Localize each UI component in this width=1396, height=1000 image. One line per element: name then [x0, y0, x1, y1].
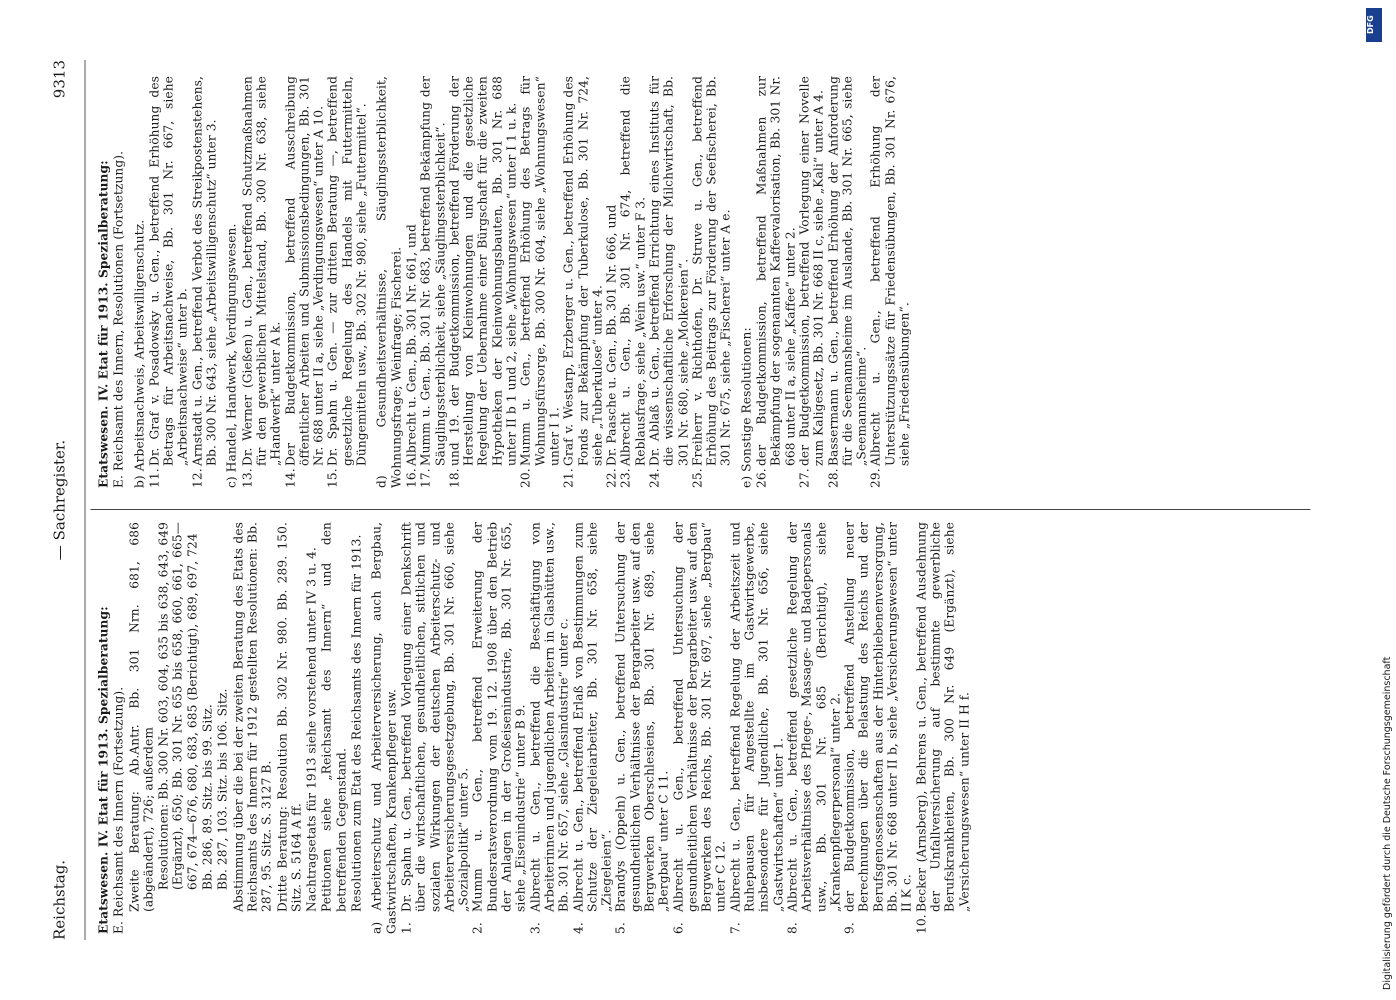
register-line: E. Reichsamt des Innern, Resolutionen (Fortsetzung).: [111, 150, 126, 488]
entry-number: 18.: [446, 468, 461, 488]
entry-text: Albrecht u. Gen., Bb. 301 Nr. 674, betreffend die Reblausfrage, siehe „Wein usw.“ unter F 3.: [618, 76, 647, 466]
subsection-heading: b) Arbeitsnachweis, Arbeitswilligenschutz.: [131, 219, 146, 488]
subsection-heading: e) Sonstige Resolutionen:: [738, 327, 753, 488]
entry-number: 13.: [239, 468, 254, 488]
register-line: Zweite Beratung: Ab.Antr. Bb. 301 Nrn. 681, 686 (abgeändert), 726; außerdem: [126, 522, 155, 912]
entry-text: Graf v. Westarp, Erzberger u. Gen., betreffend Erhöhung des Fonds zur Bekämpfung der Tuberkulose, Bb. 301 Nr. 724, siehe „Tuberkulose“ unter 4.: [561, 76, 604, 466]
entry-text: Mumm u. Gen., betreffend Erweiterung der Bundesratsverordnung vom 19. 12. 1908 über den Betrieb der Anlagen in der Großeisenindustrie, Bb. 301 Nr. 655, siehe „Eisenindustrie“ unter B 9.: [470, 522, 528, 912]
entry-number: 1.: [398, 922, 413, 934]
entry-text: Bassermann u. Gen., betreffend Erhöhung der Anforderung für die Seemannsheime im Auslande, Bb. 301 Nr. 665, siehe „Seemannsheime“.: [825, 76, 869, 466]
entry-item: [147, 76, 190, 488]
register-line: Resolutionen zum Etat des Reichsamts des Innern für 1913.: [349, 534, 364, 912]
header-rule: [84, 60, 85, 940]
section-heading: Etatswesen. IV. Etat für 1913. Spezialberatung:: [96, 606, 110, 934]
entry-item: [914, 522, 971, 934]
entry-number: 14.: [282, 468, 297, 488]
entry-text: der Budgetkommission, betreffend Vorlegung einer Novelle zum Kaligesetz, Bb. 301 Nr. 668 II c, siehe „Kali“ unter A 4.: [796, 76, 826, 466]
entry-item: [240, 76, 283, 488]
entry-text: der Budgetkommission, betreffend Maßnahmen zur Bekämpfung der sogenannten Kaffeevalorisation, Bb. 301 Nr. 668 unter II a, siehe „Kaffee“ unter 2.: [754, 76, 797, 466]
entry-text: der Budgetkommission, betreffend Anstellung neuer Berechnungen über die Belastung des Reichs und der Berufsgenossenschaften aus der Hinterbliebenenversorgung, Bb. 301 Nr. 668 unter II b, siehe „Versicherungswesen“ unter II K c.: [842, 522, 914, 912]
entry-number: 7.: [727, 922, 742, 934]
header-center: — Sachregister.: [50, 439, 68, 561]
register-line: Nachtragsetats für 1913 siehe vorstehend unter IV 3 u. 4.: [304, 547, 319, 912]
dfg-logo: DFG: [1366, 8, 1382, 42]
left-column: [96, 522, 1306, 934]
entry-text: Dr. Graf v. Posadowsky u. Gen., betreffend Erhöhung des Betrags für Arbeitsnachweise, Bb. 301 Nr. 667, siehe „Arbeitsnachweise“ unter b.: [146, 76, 190, 466]
entry-item: [785, 522, 842, 934]
entry-number: 23.: [618, 468, 633, 488]
entry-number: 9.: [842, 922, 857, 934]
entry-number: 17.: [418, 468, 433, 488]
entry-text: Der Budgetkommission, betreffend Ausschreibung öffentlicher Arbeiten und Submissionsbedingungen, Bb. 301 Nr. 688 unter II a, siehe „Verdingungswesen“ unter A 10.: [282, 76, 326, 466]
entry-number: 15.: [325, 468, 340, 488]
entry-item: [647, 76, 690, 488]
register-line: Resolutionen: Bb. 300 Nr. 603, 604, 635 bis 638, 643, 649 (Ergänzt), 650; Bb. 301 Nr. 655 bis 658, 660, 661, 665—667, 674—676, 680, 683, 685 (Berichtigt), 689, 697, 724: [156, 522, 199, 890]
entry-text: Albrecht u. Gen., betreffend die Beschäftigung von Arbeiterinnen und jugendlichen Arbeitern in Glashütten usw., Bb. 301 Nr. 657, siehe „Glasindustrie“ unter c.: [527, 522, 571, 912]
entry-number: 2.: [470, 922, 485, 934]
entry-number: 5.: [613, 922, 628, 934]
entry-text: Albrecht u. Gen., betreffend gesetzliche Regelung der Arbeitsverhältnisse des Pflege-, Massage- und Badepersonals usw., Bb. 301 Nr. 685 (Berichtigt), siehe „Krankenpflegerpersonal“ unter 2.: [784, 522, 842, 912]
entry-item: [283, 76, 326, 488]
entry-text: Mumm u. Gen., betreffend Erhöhung des Betrags für Wohnungsfürsorge, Bb. 300 Nr. 604, siehe „Wohnungswesen“ unter I 1.: [518, 76, 561, 466]
entry-item: [618, 76, 647, 488]
register-line: Abstimmung über die bei der zweiten Beratung des Etats des Reichsamts des Innern für 1912 gestellten Resolutionen: Bb. 287, 95. Sitz. S. 3127 B.: [230, 522, 274, 912]
entry-number: 20.: [518, 468, 533, 488]
section-heading: Etatswesen. IV. Etat für 1913. Spezialberatung:: [96, 160, 110, 488]
entry-item: [754, 76, 797, 488]
entry-item: [571, 522, 614, 934]
entry-text: Mumm u. Gen., Bb. 301 Nr. 683, betreffend Bekämpfung der Säuglingssterblichkeit, siehe „Säuglingssterblichkeit“.: [418, 76, 447, 466]
entry-number: 4.: [570, 922, 585, 934]
register-line: Bb. 287, 103. Sitz. bis 106. Sitz.: [215, 688, 230, 890]
page-header: [50, 60, 80, 940]
entry-item: [826, 76, 869, 488]
entry-item: [613, 522, 670, 934]
entry-text: Becker (Arnsberg), Behrens u. Gen., betreffend Ausdehnung der Unfallversicherung auf bestimmte gewerbliche Berufskrankheiten, Bb. 300 Nr. 649 (Ergänzt), siehe „Versicherungswesen“ unter II H f.: [913, 522, 971, 912]
entry-number: 3.: [527, 922, 542, 934]
entry-item: [671, 522, 728, 934]
entry-text: Albrecht u. Gen., betreffend Erlaß von Bestimmungen zum Schutze der Ziegeleiarbeiter, Bb. 301 Nr. 658, siehe „Ziegeleien“.: [570, 522, 614, 912]
entry-number: 6.: [670, 922, 685, 934]
entry-text: Albrecht u. Gen., Bb. 301 Nr. 661, und: [403, 224, 418, 466]
entry-number: 24.: [646, 468, 661, 488]
entry-item: [561, 76, 604, 488]
entry-number: 25.: [689, 468, 704, 488]
entry-number: 10.: [913, 914, 928, 934]
entry-item: [470, 522, 527, 934]
entry-number: 21.: [561, 468, 576, 488]
entry-item: [528, 522, 571, 934]
entry-text: Freiherr v. Richthofen, Dr. Struve u. Gen., betreffend Erhöhung des Beitrags zur Förderung der Seefischerei, Bb. 301 Nr. 675, siehe „Fischerei“ unter A e.: [689, 76, 733, 466]
entry-number: 28.: [825, 468, 840, 488]
entry-number: 12.: [189, 468, 204, 488]
entry-item: [690, 76, 733, 488]
entry-number: 8.: [784, 922, 799, 934]
entry-text: und 19. der Budgetkommission, betreffend Förderung der Herstellung von Kleinwohnungen und die gesetzliche Regelung der Uebernahme einer Bürgschaft für die zweiten Hypotheken der Kleinwohnungsbauten, Bb. 301 Nr. 688 unter II b 1 und 2, siehe „Wohnungswesen“ unter I 1 u. k.: [446, 76, 519, 466]
entry-item: [797, 76, 826, 488]
entry-text: Dr. Spahn u. Gen. — zur dritten Beratung —, betreffend gesetzliche Regelung des Handels mit Futtermitteln, Düngemitteln usw., Bb. 302 Nr. 980, siehe „Futtermittel“.: [325, 76, 369, 466]
subsection-heading: a) Arbeiterschutz und Arbeiterversicherung, auch Bergbau, Gastwirtschaften, Krankenpfleger usw.: [369, 522, 398, 934]
entry-text: Albrecht u. Gen., betreffend Erhöhung der Unterstützungssätze für Friedensübungen, Bb. 301 Nr. 676, siehe „Friedensübungen“.: [868, 76, 912, 466]
entry-item: [190, 76, 219, 488]
entry-item: [399, 522, 470, 934]
entry-number: 27.: [796, 468, 811, 488]
entry-item: [447, 76, 518, 488]
entry-number: 26.: [754, 468, 769, 488]
entry-text: Dr. Werner (Gießen) u. Gen., betreffend Schutzmaßnahmen für den gewerblichen Mittelstand, Bb. 300 Nr. 638, siehe „Handwerk“ unter A k.: [239, 76, 283, 466]
entry-number: 22.: [604, 468, 619, 488]
digitization-sidebar: [1368, 10, 1393, 990]
entry-text: Dr. Paasche u. Gen., Bb. 301 Nr. 666, und: [604, 204, 619, 466]
subsection-heading: d) Gesundheitsverhältnisse, Säuglingssterblichkeit, Wohnungsfrage; Weinfrage; Fischerei.: [374, 76, 403, 488]
entry-item: [518, 76, 561, 488]
entry-text: Arnstadt u. Gen., betreffend Verbot des Streikpostenstehens, Bb. 300 Nr. 643, siehe „Arbeitswilligenschutz“ unter 3.: [189, 76, 219, 466]
entry-text: Albrecht u. Gen., betreffend Untersuchung der gesundheitlichen Verhältnisse der Bergarbeiter usw. auf den Bergwerken des Reichs, Bb. 301 Nr. 697, siehe „Bergbau“ unter C 12.: [670, 522, 728, 912]
entry-item: [325, 76, 368, 488]
entry-number: 29.: [868, 468, 883, 488]
entry-item: [842, 522, 913, 934]
entry-text: Brandys (Oppeln) u. Gen., betreffend Untersuchung der gesundheitlichen Verhältnisse der Bergarbeiter usw. auf den Bergwerken Oberschlesiens, Bb. 301 Nr. 689, siehe „Bergbau“ unter C 11.: [613, 522, 671, 912]
funding-note: Digitalisierung gefördert durch die Deutsche Forschungsgemeinschaft: [1382, 656, 1393, 990]
register-line: Bb. 286, 89. Sitz. bis 99. Sitz.: [200, 704, 215, 890]
entry-item: [604, 76, 618, 488]
page-number: 9313: [50, 60, 68, 99]
entry-item: [728, 522, 785, 934]
right-column: [96, 76, 1306, 488]
entry-number: 11.: [146, 468, 161, 488]
entry-number: 16.: [403, 468, 418, 488]
entry-text: Albrecht u. Gen., betreffend Regelung der Arbeitszeit und Ruhepausen für Angestellte im Gastwirtsgewerbe, insbesondere für Jugendliche, Bb. 301 Nr. 656, siehe „Gastwirtschaften“ unter 1.: [727, 522, 785, 912]
column-divider: [90, 509, 1310, 510]
entry-item: [404, 76, 418, 488]
entry-text: Dr. Ablaß u. Gen., betreffend Errichtung eines Instituts für die wissenschaftliche Erforschung der Milchwirtschaft, Bb. 301 Nr. 680, siehe „Molkereien“.: [646, 76, 690, 466]
subsection-heading: c) Handel, Handwerk, Verdingungswesen.: [224, 223, 239, 488]
register-line: Petitionen siehe „Reichsamt des Innern“ und den betreffenden Gegenstand.: [319, 522, 348, 912]
header-left: Reichstag.: [50, 859, 68, 940]
register-line: E. Reichsamt des Innern (Fortsetzung).: [111, 686, 126, 934]
entry-item: [868, 76, 911, 488]
entry-item: [418, 76, 447, 488]
register-line: Dritte Beratung: Resolution Bb. 302 Nr. 980. Bb. 289. 150. Sitz. S. 5164 A ff.: [274, 522, 303, 912]
entry-text: Dr. Spahn u. Gen., betreffend Vorlegung einer Denkschrift über die wirtschaftlichen, gesundheitlichen, sittlichen und sozialen Wirkungen der deutschen Arbeiterschutz- und Arbeiterversicherungsgesetzgebung, Bb. 301 Nr. 660, siehe „Sozialpolitik“ unter 5.: [398, 522, 471, 912]
